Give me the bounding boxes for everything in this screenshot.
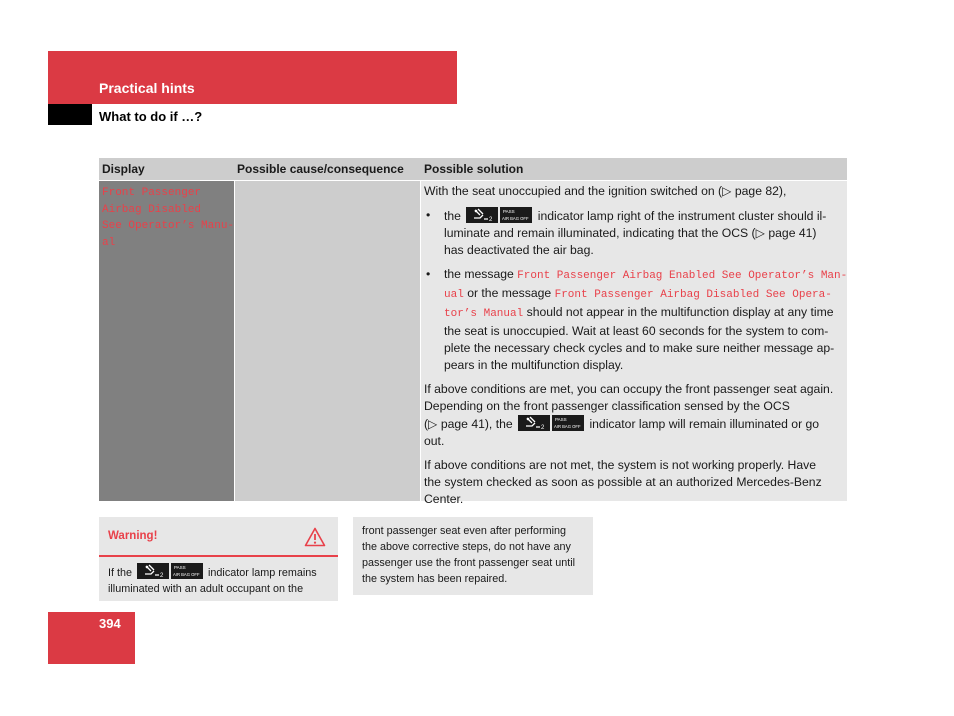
solution-text (424, 183, 848, 515)
page-number: 394 (99, 616, 121, 631)
solution-paragraph-3: If above conditions are not met, the system is not working properly. Have the system checked as soon as possible at an authorized Mercedes-Benz Center. (424, 458, 822, 506)
warning-header (99, 517, 338, 555)
warning-continuation-text: front passenger seat even after performing the above corrective steps, do not have any passenger use the front passenger seat until the system has been repaired. (362, 525, 576, 585)
passenger-seat-icon (466, 207, 498, 223)
solution-paragraph-2: If above conditions are met, you can occupy the front passenger seat again. Depending on the front passenger classification sensed by the OCS (▷ page 41), the 2 PASS AIR BAG OFF indicator lamp will remain illuminated or go out. (424, 382, 834, 448)
warning-divider (99, 555, 338, 557)
column-header-display: Display (102, 162, 145, 176)
display-message-enabled: Front Passenger Airbag Enabled See Operator’s Man- (517, 270, 848, 282)
bullet-dot: • (426, 208, 431, 222)
solution-intro: With the seat unoccupied and the ignition switched on (▷ page 82), (424, 184, 787, 198)
airbag-indicator-icons (137, 563, 203, 579)
airbag-indicator-icons (518, 415, 584, 431)
display-message-disabled: Front Passenger Airbag Disabled See Opera- (554, 289, 832, 301)
pass-air-bag-off-icon (500, 207, 532, 223)
svg-text:PASS: PASS (503, 209, 516, 214)
warning-continuation-box (353, 517, 593, 595)
column-header-solution: Possible solution (424, 162, 524, 176)
svg-text:PASS: PASS (555, 417, 567, 422)
svg-text:AIR BAG OFF: AIR BAG OFF (554, 424, 581, 429)
warning-box (99, 517, 338, 601)
airbag-indicator-icons (466, 207, 532, 223)
bullet-dot: • (426, 267, 431, 281)
subsection-marker (48, 104, 92, 125)
subsection-title: What to do if …? (99, 109, 203, 124)
pass-air-bag-off-icon (552, 415, 584, 431)
warning-text: If the 2 PASS AIR BAG OFF indicator lamp remains illuminated with an adult occupant on the (108, 565, 317, 595)
section-title: Practical hints (99, 80, 195, 96)
solution-bullet-1: • the 2 PASS AIR BAG OFF indicator lamp right of the instrument cluster should il- luminate and remain illuminated, indicating that the OCS (▷ page 41) has deactivated the air bag. (426, 208, 827, 257)
display-message: Front Passenger Airbag Disabled See Operator’s Manu- al (102, 187, 235, 249)
page-number-tab (48, 612, 135, 664)
svg-text:2: 2 (160, 573, 164, 579)
pass-air-bag-off-icon (171, 563, 203, 579)
warning-triangle-icon (304, 527, 326, 547)
svg-text:AIR BAG OFF: AIR BAG OFF (502, 216, 529, 221)
svg-text:2: 2 (489, 217, 493, 223)
table-header-row (99, 158, 847, 180)
passenger-seat-icon (518, 415, 550, 431)
svg-text:2: 2 (541, 425, 545, 431)
svg-text:PASS: PASS (174, 565, 186, 570)
warning-label: Warning! (108, 530, 158, 542)
svg-text:AIR BAG OFF: AIR BAG OFF (173, 572, 200, 577)
display-cell (99, 181, 234, 501)
solution-bullet-2: • the message Front Passenger Airbag Enabled See Operator’s Man- ual or the message Front Passenger Airbag Disabled See Opera- tor’s Manual should not appear in the multifunction display at any time the seat is unoccupied. Wait at least 60 seconds for the system to com- plete the necessary check cycles and to make sure neither message ap- pears in the multifunction display. (426, 267, 848, 372)
passenger-seat-icon (137, 563, 169, 579)
header-band (48, 51, 457, 104)
cause-cell (235, 181, 420, 501)
column-header-cause: Possible cause/consequence (237, 162, 404, 176)
solution-cell (421, 181, 848, 506)
